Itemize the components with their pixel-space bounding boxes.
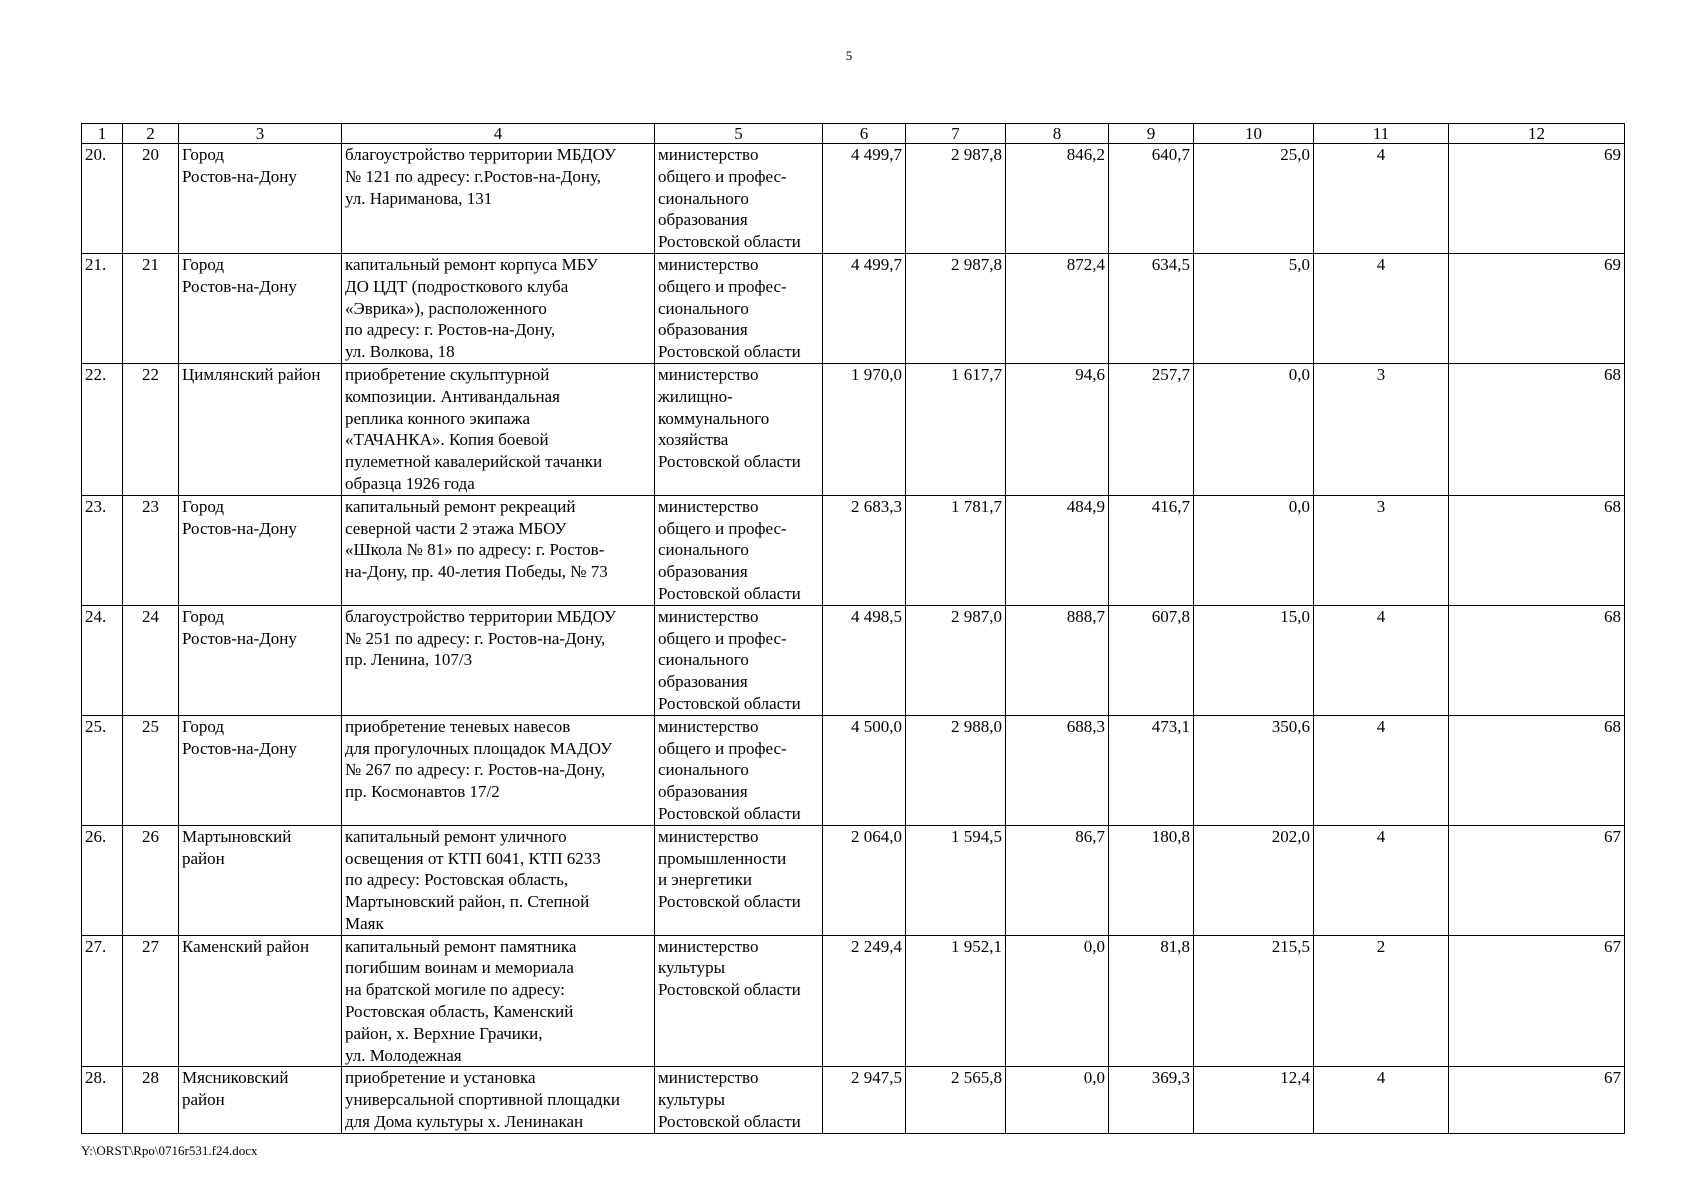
description-cell: капитальный ремонт памятника погибшим воинам и мемориала на братской могиле по адресу: Ростовская область, Каменский район, х. Верхние Грачики, ул. Молодежная (342, 935, 655, 1067)
value-col6-cell: 2 249,4 (823, 935, 906, 1067)
value-col9-cell: 369,3 (1109, 1067, 1194, 1133)
object-id-cell: 26 (123, 825, 179, 935)
value-col9-cell: 473,1 (1109, 715, 1194, 825)
row-number-cell: 21. (82, 253, 123, 363)
value-col9-cell: 634,5 (1109, 253, 1194, 363)
table-row (82, 144, 1625, 254)
object-id-cell: 25 (123, 715, 179, 825)
value-col10-cell: 350,6 (1194, 715, 1314, 825)
table-row (82, 605, 1625, 715)
value-col12-cell: 68 (1449, 363, 1625, 495)
value-col12-cell: 68 (1449, 715, 1625, 825)
value-col9-cell: 640,7 (1109, 144, 1194, 254)
ministry-cell: министерство общего и профес- сионального образования Ростовской области (655, 605, 823, 715)
value-col6-cell: 4 499,7 (823, 253, 906, 363)
value-col12-cell: 67 (1449, 935, 1625, 1067)
value-col11-cell: 2 (1314, 935, 1449, 1067)
value-col8-cell: 0,0 (1006, 935, 1109, 1067)
ministry-cell: министерство жилищно- коммунального хозяйства Ростовской области (655, 363, 823, 495)
table-body (82, 144, 1625, 1134)
value-col7-cell: 1 594,5 (906, 825, 1006, 935)
value-col8-cell: 888,7 (1006, 605, 1109, 715)
value-col7-cell: 2 987,8 (906, 253, 1006, 363)
value-col8-cell: 86,7 (1006, 825, 1109, 935)
value-col10-cell: 0,0 (1194, 363, 1314, 495)
value-col7-cell: 2 988,0 (906, 715, 1006, 825)
value-col7-cell: 2 987,0 (906, 605, 1006, 715)
object-id-cell: 23 (123, 495, 179, 605)
value-col8-cell: 688,3 (1006, 715, 1109, 825)
column-header: 7 (906, 124, 1006, 144)
table-row (82, 253, 1625, 363)
column-header: 3 (179, 124, 342, 144)
row-number-cell: 22. (82, 363, 123, 495)
value-col7-cell: 2 987,8 (906, 144, 1006, 254)
value-col10-cell: 5,0 (1194, 253, 1314, 363)
value-col9-cell: 607,8 (1109, 605, 1194, 715)
object-id-cell: 28 (123, 1067, 179, 1133)
district-cell: Город Ростов-на-Дону (179, 605, 342, 715)
value-col11-cell: 4 (1314, 1067, 1449, 1133)
value-col12-cell: 68 (1449, 605, 1625, 715)
column-number-row (82, 124, 1625, 144)
value-col6-cell: 1 970,0 (823, 363, 906, 495)
value-col9-cell: 416,7 (1109, 495, 1194, 605)
column-header: 4 (342, 124, 655, 144)
value-col11-cell: 4 (1314, 144, 1449, 254)
district-cell: Город Ростов-на-Дону (179, 144, 342, 254)
district-cell: Город Ростов-на-Дону (179, 715, 342, 825)
value-col11-cell: 4 (1314, 715, 1449, 825)
column-header: 5 (655, 124, 823, 144)
value-col9-cell: 257,7 (1109, 363, 1194, 495)
file-path-footer: Y:\ORST\Rpo\0716r531.f24.docx (81, 1143, 258, 1158)
value-col6-cell: 4 498,5 (823, 605, 906, 715)
value-col12-cell: 68 (1449, 495, 1625, 605)
ministry-cell: министерство культуры Ростовской области (655, 1067, 823, 1133)
value-col6-cell: 2 947,5 (823, 1067, 906, 1133)
value-col10-cell: 0,0 (1194, 495, 1314, 605)
object-id-cell: 21 (123, 253, 179, 363)
ministry-cell: министерство культуры Ростовской области (655, 935, 823, 1067)
value-col10-cell: 15,0 (1194, 605, 1314, 715)
value-col9-cell: 81,8 (1109, 935, 1194, 1067)
value-col10-cell: 25,0 (1194, 144, 1314, 254)
description-cell: капитальный ремонт корпуса МБУ ДО ЦДТ (подросткового клуба «Эврика»), расположенного по адресу: г. Ростов-на-Дону, ул. Волкова, 18 (342, 253, 655, 363)
description-cell: капитальный ремонт рекреаций северной части 2 этажа МБОУ «Школа № 81» по адресу: г. Ростов- на-Дону, пр. 40-летия Победы, № 73 (342, 495, 655, 605)
value-col7-cell: 1 781,7 (906, 495, 1006, 605)
row-number-cell: 27. (82, 935, 123, 1067)
description-cell: приобретение и установка универсальной спортивной площадки для Дома культуры х. Ленинакан (342, 1067, 655, 1133)
description-cell: приобретение теневых навесов для прогулочных площадок МАДОУ № 267 по адресу: г. Ростов-на-Дону, пр. Космонавтов 17/2 (342, 715, 655, 825)
projects-table (81, 123, 1625, 1134)
value-col8-cell: 484,9 (1006, 495, 1109, 605)
value-col6-cell: 2 064,0 (823, 825, 906, 935)
column-header: 1 (82, 124, 123, 144)
row-number-cell: 20. (82, 144, 123, 254)
value-col7-cell: 1 617,7 (906, 363, 1006, 495)
value-col12-cell: 67 (1449, 825, 1625, 935)
value-col6-cell: 4 499,7 (823, 144, 906, 254)
column-header: 12 (1449, 124, 1625, 144)
table-row (82, 1067, 1625, 1133)
ministry-cell: министерство общего и профес- сионального образования Ростовской области (655, 253, 823, 363)
district-cell: Город Ростов-на-Дону (179, 495, 342, 605)
description-cell: капитальный ремонт уличного освещения от КТП 6041, КТП 6233 по адресу: Ростовская область, Мартыновский район, п. Степной Маяк (342, 825, 655, 935)
column-header: 11 (1314, 124, 1449, 144)
table-row (82, 825, 1625, 935)
ministry-cell: министерство промышленности и энергетики Ростовской области (655, 825, 823, 935)
value-col10-cell: 12,4 (1194, 1067, 1314, 1133)
row-number-cell: 24. (82, 605, 123, 715)
table-row (82, 935, 1625, 1067)
value-col8-cell: 94,6 (1006, 363, 1109, 495)
value-col7-cell: 2 565,8 (906, 1067, 1006, 1133)
district-cell: Каменский район (179, 935, 342, 1067)
value-col8-cell: 846,2 (1006, 144, 1109, 254)
column-header: 10 (1194, 124, 1314, 144)
row-number-cell: 26. (82, 825, 123, 935)
column-header: 8 (1006, 124, 1109, 144)
value-col11-cell: 4 (1314, 825, 1449, 935)
value-col6-cell: 2 683,3 (823, 495, 906, 605)
row-number-cell: 25. (82, 715, 123, 825)
column-header: 2 (123, 124, 179, 144)
district-cell: Мясниковский район (179, 1067, 342, 1133)
row-number-cell: 23. (82, 495, 123, 605)
table-row (82, 715, 1625, 825)
value-col12-cell: 69 (1449, 144, 1625, 254)
row-number-cell: 28. (82, 1067, 123, 1133)
table-row (82, 495, 1625, 605)
value-col6-cell: 4 500,0 (823, 715, 906, 825)
value-col12-cell: 67 (1449, 1067, 1625, 1133)
value-col9-cell: 180,8 (1109, 825, 1194, 935)
value-col11-cell: 4 (1314, 253, 1449, 363)
value-col12-cell: 69 (1449, 253, 1625, 363)
table-header (82, 124, 1625, 144)
object-id-cell: 27 (123, 935, 179, 1067)
value-col8-cell: 0,0 (1006, 1067, 1109, 1133)
district-cell: Цимлянский район (179, 363, 342, 495)
description-cell: приобретение скульптурной композиции. Антивандальная реплика конного экипажа «ТАЧАНКА». Копия боевой пулеметной кавалерийской тачанки образца 1926 года (342, 363, 655, 495)
value-col11-cell: 3 (1314, 363, 1449, 495)
ministry-cell: министерство общего и профес- сионального образования Ростовской области (655, 495, 823, 605)
value-col10-cell: 202,0 (1194, 825, 1314, 935)
value-col10-cell: 215,5 (1194, 935, 1314, 1067)
column-header: 6 (823, 124, 906, 144)
object-id-cell: 24 (123, 605, 179, 715)
value-col11-cell: 4 (1314, 605, 1449, 715)
district-cell: Город Ростов-на-Дону (179, 253, 342, 363)
column-header: 9 (1109, 124, 1194, 144)
value-col7-cell: 1 952,1 (906, 935, 1006, 1067)
ministry-cell: министерство общего и профес- сионального образования Ростовской области (655, 144, 823, 254)
description-cell: благоустройство территории МБДОУ № 251 по адресу: г. Ростов-на-Дону, пр. Ленина, 107/3 (342, 605, 655, 715)
district-cell: Мартыновский район (179, 825, 342, 935)
object-id-cell: 20 (123, 144, 179, 254)
table-row (82, 363, 1625, 495)
value-col8-cell: 872,4 (1006, 253, 1109, 363)
value-col11-cell: 3 (1314, 495, 1449, 605)
page-number: 5 (845, 48, 853, 63)
ministry-cell: министерство общего и профес- сионального образования Ростовской области (655, 715, 823, 825)
object-id-cell: 22 (123, 363, 179, 495)
description-cell: благоустройство территории МБДОУ № 121 по адресу: г.Ростов-на-Дону, ул. Нариманова, 131 (342, 144, 655, 254)
